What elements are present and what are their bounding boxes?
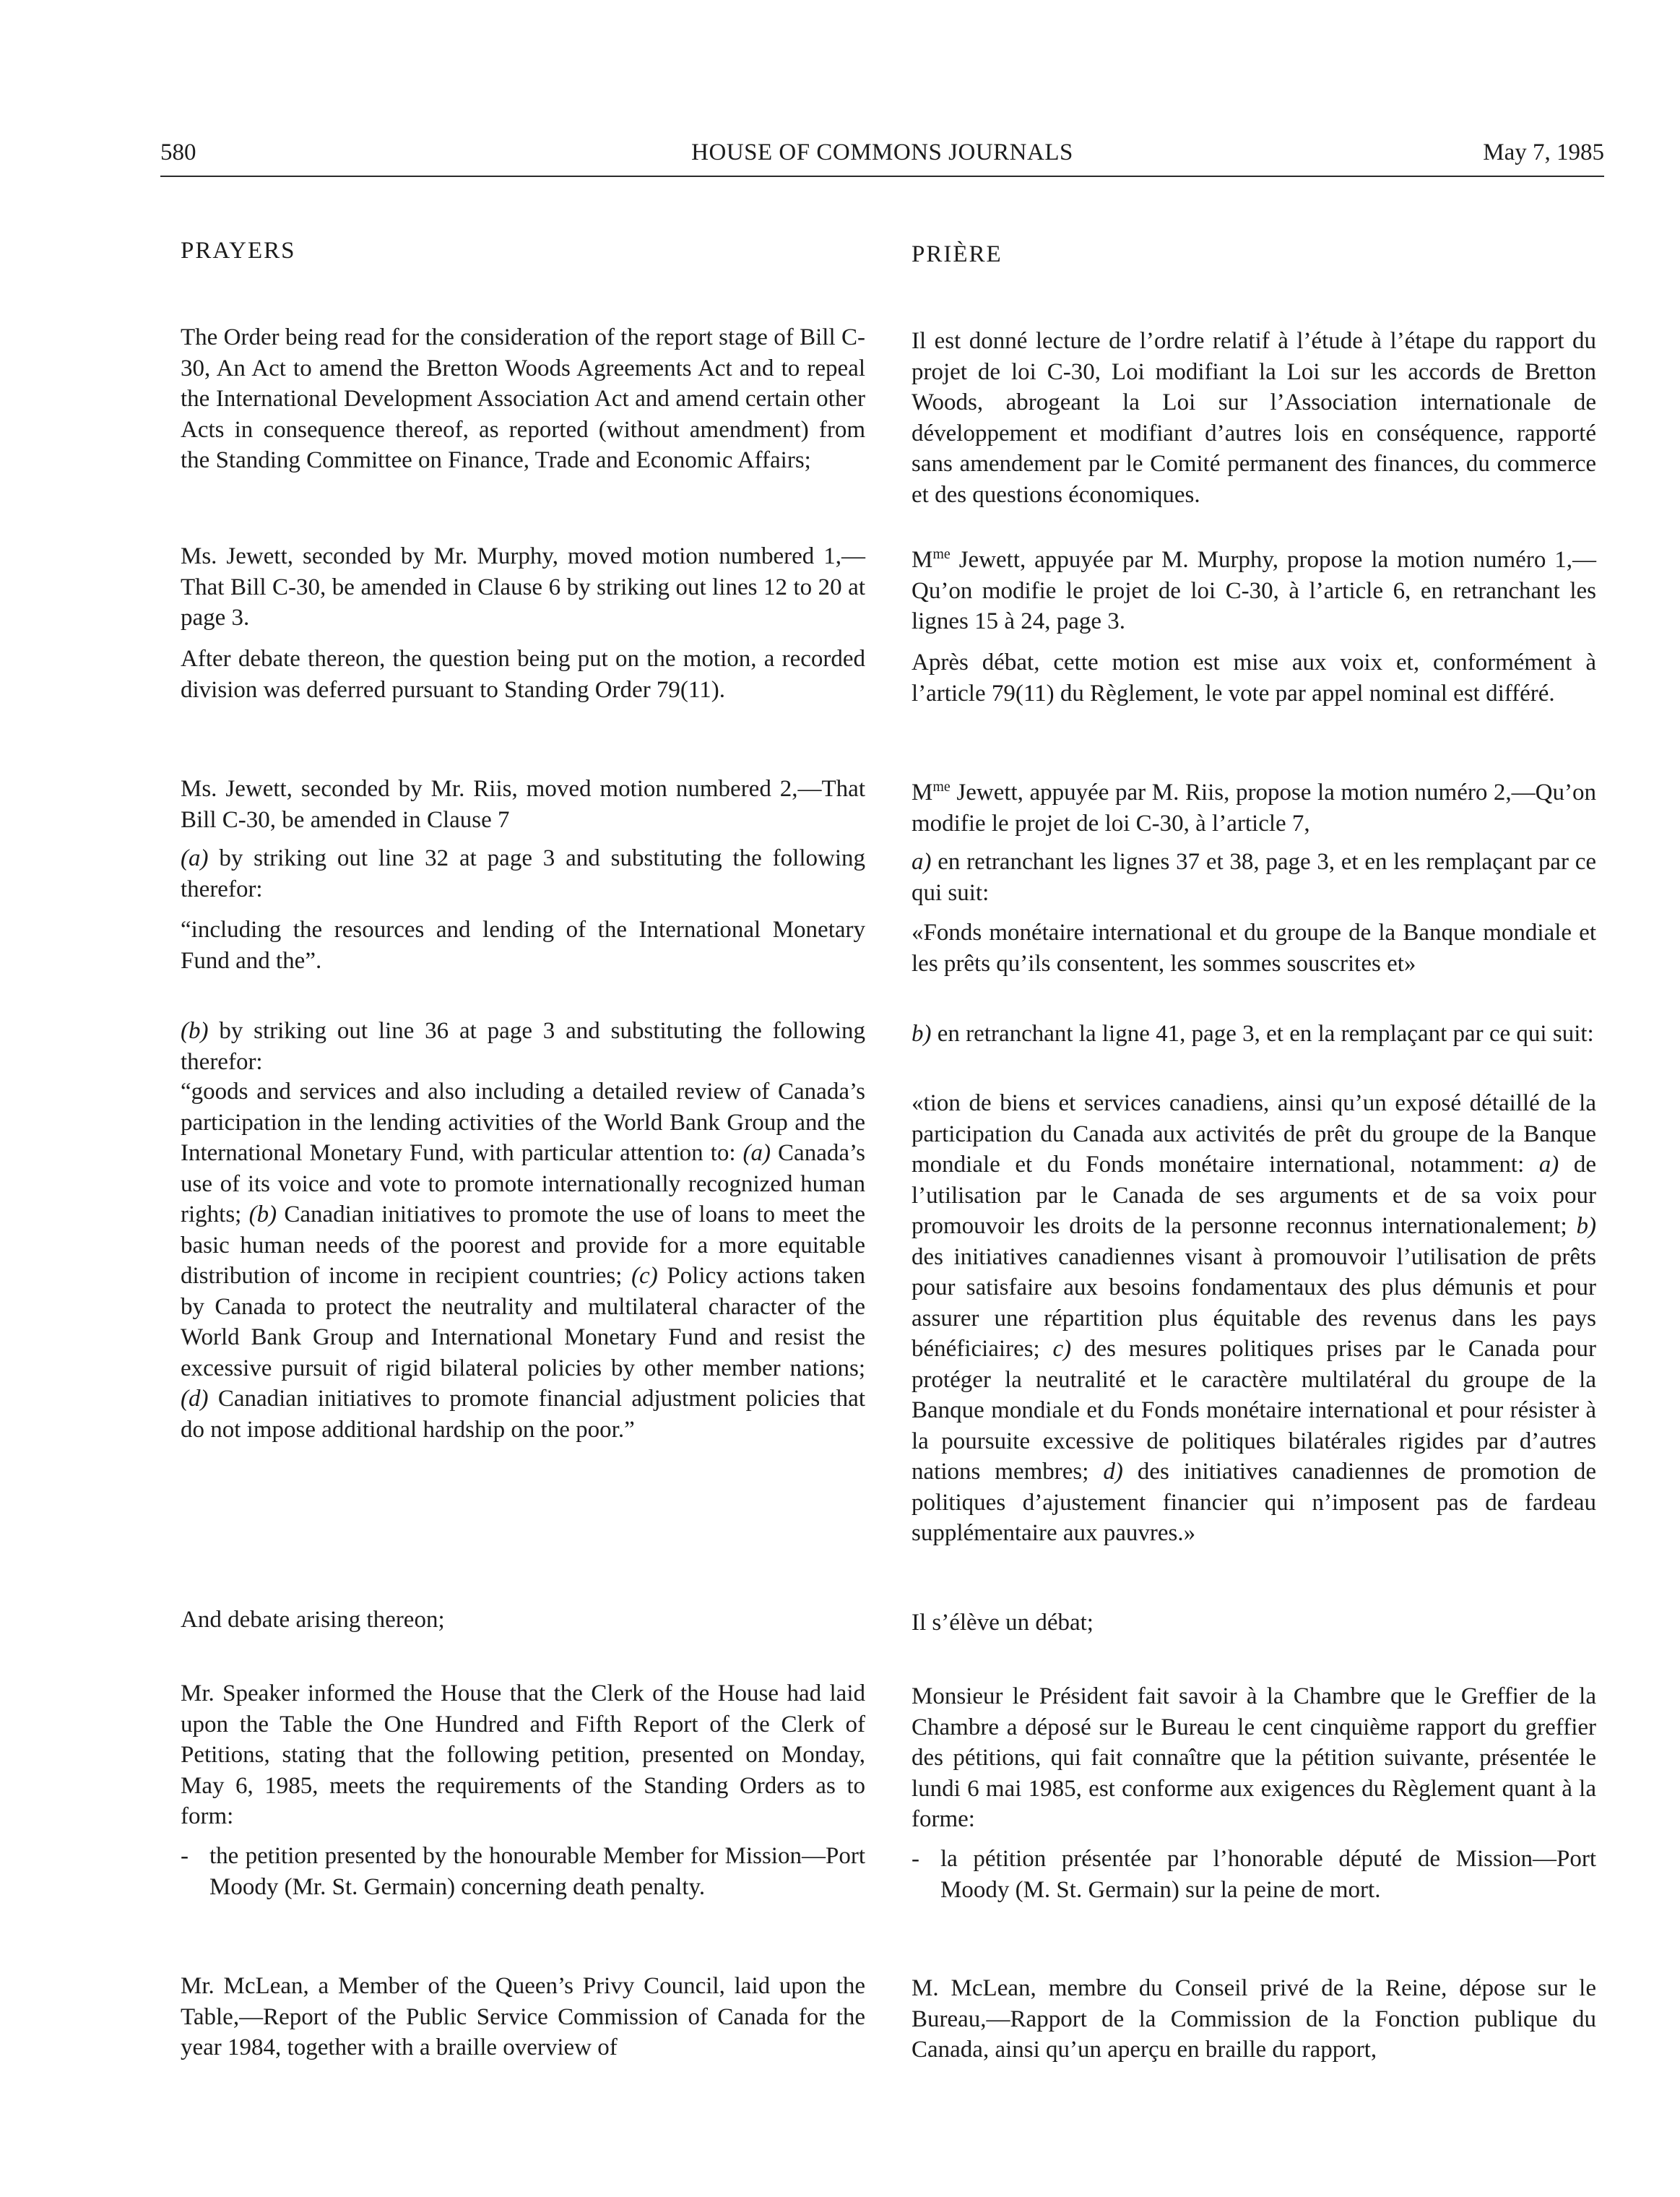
paragraph-fr-1 [912, 326, 1596, 510]
paragraph-en-3 [181, 644, 865, 705]
paragraph-fr-8 [912, 1681, 1596, 1835]
bullet-dash: - [181, 1843, 189, 1869]
quote-b-marker-d: (d) [181, 1386, 209, 1412]
amendment-a-text: by striking out line 32 at page 3 and substituting the following therefor: [181, 845, 865, 902]
page-header [160, 139, 1604, 176]
quote-fr-1 [912, 918, 1596, 979]
citation-b-part-5: des initiatives canadiennes de promotion de politiques d’ajustement financier qui n’imposent pas de fardeau supplémentaire aux pauvres.» [912, 1459, 1596, 1546]
amendment-a [181, 843, 865, 905]
citation-b-marker-b: b) [1576, 1213, 1596, 1239]
amendment-b-text: by striking out line 36 at page 3 and substituting the following therefor: [181, 1018, 865, 1075]
section-heading-en [181, 236, 865, 267]
citation-a: «Fonds monétaire international et du groupe de la Banque mondiale et les prêts qu’ils consentent, les sommes souscrites et» [912, 920, 1596, 977]
citation-b-marker-c: c) [1052, 1336, 1072, 1362]
amendement-a [912, 847, 1596, 908]
quote-b-part-3: Canadian initiatives to promote the use of loans to meet the basic human needs of the poorest and provide for a more equitable distribution of income in recipient countries; [181, 1201, 865, 1289]
debate-arising: And debate arising thereon; [181, 1607, 445, 1633]
paragraph-en-7 [181, 1605, 865, 1636]
ordre-paragraph: Il est donné lecture de l’ordre relatif à l’étude à l’étape du rapport du projet de loi C-30, Loi modifiant la Loi sur les accords de Bretton Woods, abrogeant la Loi sur l’Association internationale de développement et modifiant d’autres lois en conséquence, rapporté sans amendement par le Comité permanent des finances, du commerce et des questions économiques. [912, 328, 1596, 508]
paragraph-en-4 [181, 774, 865, 835]
mme-prefix: M [912, 780, 933, 806]
paragraph-en-2 [181, 541, 865, 634]
amendement-b-text: en retranchant la ligne 41, page 3, et en la remplaçant par ce qui suit: [931, 1021, 1594, 1047]
motion-2-fr-text: Jewett, appuyée par M. Riis, propose la motion numéro 2,—Qu’on modifie le projet de loi C-30, à l’article 7, [912, 780, 1596, 837]
petition-text: the petition presented by the honourable Member for Mission—Port Moody (Mr. St. Germain) concerning death penalty. [209, 1843, 865, 1900]
journal-title: HOUSE OF COMMONS JOURNALS [691, 139, 1073, 165]
motion-1-fr [912, 545, 1596, 637]
mclean-paragraph: Mr. McLean, a Member of the Queen’s Privy Council, laid upon the Table,—Report of the Public Service Commission of Canada for the year 1984, together with a braille overview of [181, 1973, 865, 2060]
motion-2-fr [912, 777, 1596, 839]
paragraph-fr-9 [912, 1973, 1596, 2066]
paragraph-en-6 [181, 1016, 865, 1077]
quote-b-marker-c: (c) [631, 1263, 658, 1289]
amendement-a-text: en retranchant les lignes 37 et 38, page 3, et en les remplaçant par ce qui suit: [912, 849, 1596, 906]
section-heading-fr [912, 239, 1596, 270]
paragraph-fr-7 [912, 1607, 1596, 1639]
paragraph-fr-2 [912, 545, 1596, 637]
motion-1-fr-text: Jewett, appuyée par M. Murphy, propose la motion numéro 1,—Qu’on modifie le projet de loi C-30, à l’article 6, en retranchant les lignes 15 à 24, page 3. [912, 547, 1596, 634]
quote-b [181, 1076, 865, 1445]
amendment-b [181, 1016, 865, 1077]
quote-b-part-4: Policy actions taken by Canada to protect the neutrality and multilateral character of the World Bank Group and International Monetary Fund and resist the excessive pursuit of rigid bilateral policies by other member nations; [181, 1263, 865, 1381]
paragraph-fr-3 [912, 647, 1596, 709]
citation-b-marker-d: d) [1103, 1459, 1123, 1485]
quote-b-part-2: Canada’s use of its voice and vote to promote internationally recognized human rights; [181, 1140, 865, 1227]
petition-bullet-fr [912, 1844, 1596, 1905]
mme-superscript: me [932, 779, 951, 795]
paragraph-en-1 [181, 322, 865, 476]
order-paragraph: The Order being read for the consideration of the report stage of Bill C-30, An Act to amend the Bretton Woods Agreements Act and to repeal the International Development Association Act and amend certain other Acts in consequence thereof, as reported (without amendment) from the Standing Committee on Finance, Trade and Economic Affairs; [181, 324, 865, 473]
mme-prefix: M [912, 547, 933, 573]
citation-b-part-4: des mesures politiques prises par le Canada pour protéger la neutralité et le caractère multilatéral du groupe de la Banque mondiale et du Fonds monétaire international et pour résister à la poursuite excessive de politiques bilatérales rigides par d’autres nations membres; [912, 1336, 1597, 1485]
heading-prayers: PRAYERS [181, 238, 296, 264]
citation-b-part-3: des initiatives canadiennes visant à promouvoir l’utilisation de prêts pour satisfaire aux besoins fondamentaux des plus démunis et pour assurer une répartition plus équitable des revenus dans les pays bénéficiaires; [912, 1243, 1596, 1362]
president-paragraph: Monsieur le Président fait savoir à la Chambre que le Greffier de la Chambre a déposé sur le Bureau le cent cinquième rapport du greffier des pétitions, qui fait connaître que la pétition suivante, présentée le lundi 6 mai 1985, est conforme aux exigences du Règlement quant à la forme: [912, 1683, 1596, 1832]
paragraph-en-9 [181, 1971, 865, 2063]
petition-text-fr: la pétition présentée par l’honorable député de Mission—Port Moody (M. St. Germain) sur la peine de mort. [940, 1846, 1596, 1903]
citation-b-part-2: de l’utilisation par le Canada de ses arguments et de sa voix pour promouvoir les droits de la personne reconnus internationalement; [912, 1152, 1596, 1239]
quote-b-marker-b: (b) [248, 1201, 277, 1227]
paragraph-en-8 [181, 1678, 865, 1832]
heading-priere: PRIÈRE [912, 241, 1003, 267]
quote-b-part-5: Canadian initiatives to promote financial adjustment policies that do not impose additional hardship on the poor.” [181, 1386, 865, 1443]
petition-bullet-en [181, 1841, 865, 1902]
paragraph-fr-4 [912, 777, 1596, 839]
quote-b-part-1: “goods and services and also including a detailed review of Canada’s participation in the lending activities of the World Bank Group and the International Monetary Fund, with particular attention to: [181, 1079, 865, 1166]
paragraph-fr-5 [912, 847, 1596, 908]
mme-superscript: me [932, 546, 951, 562]
journal-date: May 7, 1985 [1483, 139, 1604, 165]
debat-arising: Il s’élève un débat; [912, 1610, 1094, 1636]
debat-paragraph: Après débat, cette motion est mise aux voix et, conformément à l’article 79(11) du Règlement, le vote par appel nominal est différé. [912, 649, 1596, 707]
header-rule [160, 176, 1604, 177]
mclean-paragraph-fr: M. McLean, membre du Conseil privé de la Reine, dépose sur le Bureau,—Rapport de la Commission de la Fonction publique du Canada, ainsi qu’un aperçu en braille du rapport, [912, 1975, 1596, 2063]
amendement-b [912, 1019, 1596, 1050]
bullet-dash: - [912, 1846, 919, 1872]
quote-en-2 [181, 1076, 865, 1445]
petition-item [181, 1841, 865, 1902]
quote-fr-2 [912, 1088, 1596, 1549]
citation-b-marker-a: a) [1538, 1152, 1559, 1178]
citation-b-part-1: «tion de biens et services canadiens, ainsi qu’un exposé détaillé de la participation du Canada aux activités de prêt du groupe de la Banque mondiale et du Fonds monétaire international, notamment: [912, 1090, 1596, 1178]
paragraph-en-5 [181, 843, 865, 905]
quote-b-marker-a: (a) [742, 1140, 771, 1166]
debate-paragraph: After debate thereon, the question being put on the motion, a recorded division was deferred pursuant to Standing Order 79(11). [181, 646, 865, 703]
quote-en-1 [181, 915, 865, 976]
paragraph-fr-6 [912, 1019, 1596, 1050]
quote-a: “including the resources and lending of the International Monetary Fund and the”. [181, 917, 865, 974]
petition-item-fr [912, 1844, 1596, 1905]
speaker-paragraph: Mr. Speaker informed the House that the Clerk of the House had laid upon the Table the One Hundred and Fifth Report of the Clerk of Petitions, stating that the following petition, presented on Monday, May 6, 1985, meets the requirements of the Standing Orders as to form: [181, 1680, 865, 1829]
motion-2-paragraph: Ms. Jewett, seconded by Mr. Riis, moved motion numbered 2,—That Bill C-30, be amended in Clause 7 [181, 776, 865, 833]
marker-a: (a) [181, 845, 209, 871]
marker-b: (b) [181, 1018, 209, 1044]
citation-b [912, 1088, 1596, 1549]
marker-b: b) [912, 1021, 932, 1047]
marker-a: a) [912, 849, 932, 875]
motion-1-paragraph: Ms. Jewett, seconded by Mr. Murphy, moved motion numbered 1,—That Bill C-30, be amended in Clause 6 by striking out lines 12 to 20 at page 3. [181, 543, 865, 631]
page-number: 580 [160, 139, 196, 165]
